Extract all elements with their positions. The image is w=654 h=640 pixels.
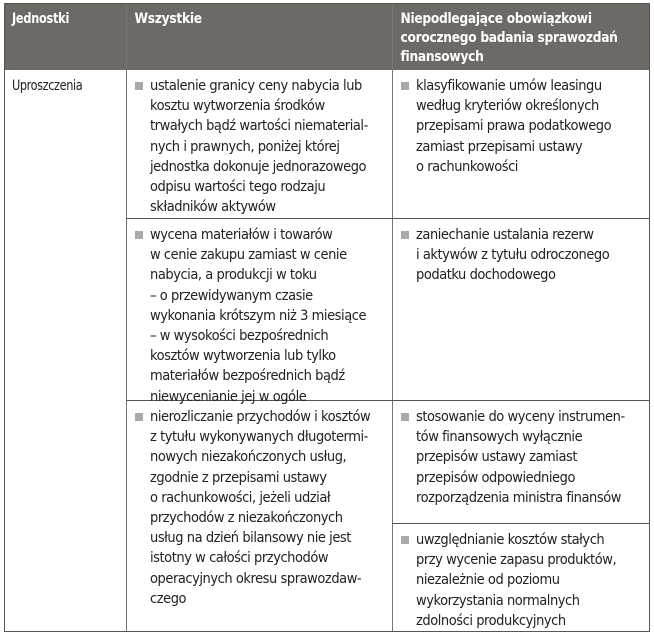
exempt-cell-3	[393, 401, 649, 508]
list-item: zaniechanie ustalania rezerw i aktywów z tytułu odroczonego podatku dochodowego	[401, 225, 641, 286]
all-cell-2	[127, 219, 392, 407]
square-bullet-icon	[135, 82, 143, 90]
square-bullet-icon	[401, 413, 409, 421]
exempt-cell-1	[393, 70, 649, 177]
list-item: nierozliczanie przychodów i kosztów z tytułu wykonywanych długotermi- nowych niezakończonych usług, zgodnie z przepisami ustawy o rachunkowości, jeżeli udział przychodów z niezakończonych usług na dzień bilansowy nie jest istotny w całości przychodów operacyjnych okresu sprawozdaw- czego	[135, 407, 384, 609]
exempt-cell-4	[393, 524, 649, 631]
all-cell-3	[127, 401, 392, 609]
list-item: wycena materiałów i towarów w cenie zakupu zamiast w cenie nabycia, a produkcji w toku – o przewidywanym czasie wykonania krótszym niż 3 miesiące – w wysokości bezpośrednich kosztów wytworzenia lub tylko materiałów bezpośrednich bądź niewycenianie jej w ogóle	[135, 225, 384, 407]
list-item: stosowanie do wyceny instrumen- tów finansowych wyłącznie przepisów ustawy zamiast przepisów odpowiedniego rozporządzenia ministra finansów	[401, 407, 641, 508]
header-all: Wszystkie	[134, 11, 202, 27]
simplifications-table	[4, 3, 650, 632]
square-bullet-icon	[135, 231, 143, 239]
all-cell-1	[127, 70, 392, 217]
list-item: ustalenie granicy ceny nabycia lub kosztu wytworzenia środków trwałych bądź wartości niematerial- nych i prawnych, poniżej której jednostka dokonuje jednorazowego odpisu wartości tego rodzaju składników aktywów	[135, 76, 384, 217]
header-exempt: Niepodlegające obowiązkowi corocznego badania sprawozdań finansowych	[400, 11, 618, 65]
square-bullet-icon	[401, 231, 409, 239]
list-item: uwzględnianie kosztów stałych przy wycenie zapasu produktów, niezależnie od poziomu wykorzystania normalnych zdolności produkcyjnych	[401, 530, 641, 631]
list-item: klasyfikowanie umów leasingu według kryteriów określonych przepisami prawa podatkowego zamiast przepisami ustawy o rachunkowości	[401, 76, 641, 177]
header-units: Jednostki	[11, 11, 70, 27]
square-bullet-icon	[401, 82, 409, 90]
square-bullet-icon	[135, 413, 143, 421]
exempt-cell-2	[393, 219, 649, 286]
row-label: Uproszczenia	[11, 78, 83, 94]
table-header	[5, 4, 649, 70]
square-bullet-icon	[401, 536, 409, 544]
